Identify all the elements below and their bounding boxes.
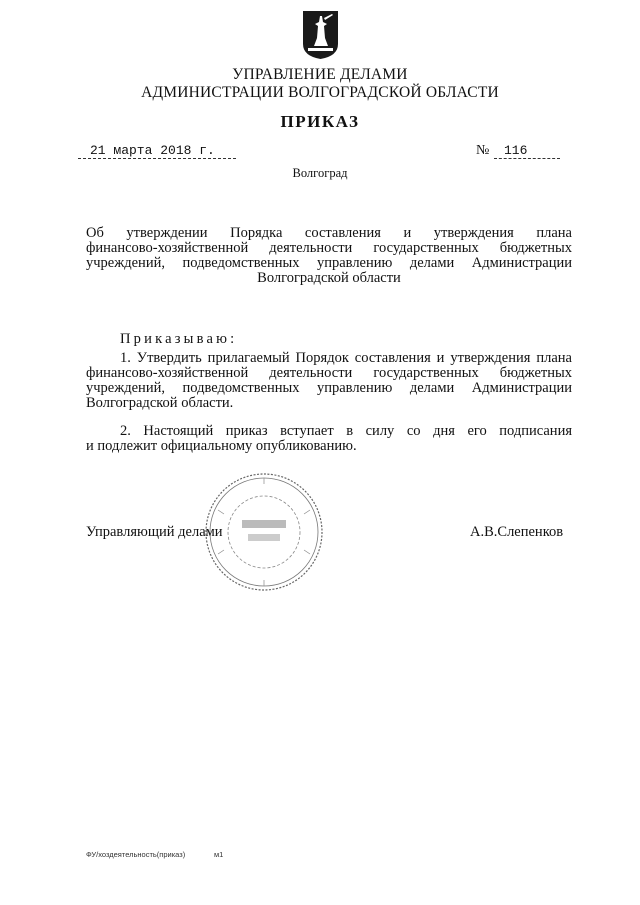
item-line: и подлежит официальному опубликованию. [86, 438, 357, 454]
subject-line: учреждений, подведомственных управлению делами Администрации [86, 255, 572, 271]
document-type-title: ПРИКАЗ [280, 112, 360, 131]
item-line: 1. Утвердить прилагаемый Порядок составления и утверждения плана [120, 350, 572, 366]
order-number: 116 [494, 142, 560, 159]
signer-name: А.В.Слепенков [470, 524, 564, 540]
order-item-2 [86, 424, 572, 454]
order-date: 21 марта 2018 г. [78, 142, 236, 159]
footer-file-code: ФУ/хоздеятельность(приказ) [86, 850, 186, 859]
order-subject [86, 226, 572, 286]
organization-line-1: УПРАВЛЕНИЕ ДЕЛАМИ [232, 66, 408, 83]
subject-line: финансово-хозяйственной деятельности государственных бюджетных [86, 240, 572, 256]
order-number-label: № [476, 143, 490, 158]
order-item-1 [86, 351, 572, 411]
city-name: Волгоград [292, 166, 348, 180]
order-verb: Приказываю: [120, 331, 238, 347]
subject-line: Волгоградской области [257, 270, 401, 286]
organization-line-2: АДМИНИСТРАЦИИ ВОЛГОГРАДСКОЙ ОБЛАСТИ [141, 84, 499, 101]
signer-title: Управляющий делами [86, 524, 223, 540]
item-line: финансово-хозяйственной деятельности государственных бюджетных [86, 365, 572, 381]
item-line: учреждений, подведомственных управлению делами Администрации [86, 380, 572, 396]
subject-line: Об утверждении Порядка составления и утверждения плана [86, 225, 572, 241]
item-line: Волгоградской области. [86, 395, 234, 411]
item-line: 2. Настоящий приказ вступает в силу со дня его подписания [120, 423, 572, 439]
coat-of-arms-icon [302, 10, 339, 60]
footer-mark: м1 [214, 850, 224, 859]
